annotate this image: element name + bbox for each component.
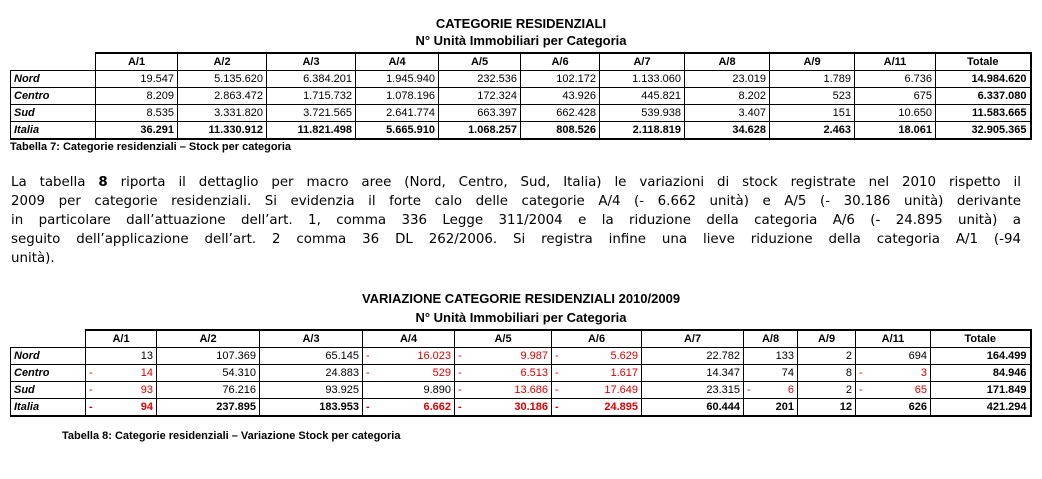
paragraph-text: riporta il dettaglio per macro aree (Nord, Centro, Sud, Italia) le variazioni di stock registrate nel 2010 rispetto il [107, 175, 1021, 190]
table7-column-header: A/9 [770, 53, 855, 71]
cell-content [263, 348, 359, 364]
table7-header-row [11, 53, 1031, 71]
cell-value: 183.953 [319, 401, 359, 413]
table7-cell: 14.984.620 [936, 71, 1031, 88]
table8-title: VARIAZIONE CATEGORIE RESIDENZIALI 2010/2009 [361, 291, 681, 306]
table7-row-label: Centro [11, 88, 96, 105]
table7-caption: Tabella 7: Categorie residenziali – Stock per categoria [10, 141, 292, 153]
table7-column-header: A/1 [96, 53, 178, 71]
cell-content [89, 348, 153, 364]
cell-content [645, 365, 740, 381]
table8-cell-negative [744, 382, 798, 399]
table8-row [11, 382, 1031, 399]
table7-cell: 8.209 [96, 88, 178, 105]
cell-content [801, 348, 852, 364]
table7-cell: 1.715.732 [267, 88, 356, 105]
cell-value: 9.987 [520, 350, 548, 362]
table8-column-header: Totale [931, 330, 1031, 348]
table8-cell [744, 348, 798, 365]
table8-cell [744, 399, 798, 417]
cell-value: 22.782 [706, 350, 740, 362]
cell-value: 93 [140, 384, 153, 396]
cell-value: 237.895 [216, 401, 256, 413]
cell-content [555, 382, 638, 398]
negative-sign: - [458, 401, 462, 413]
table7-cell: 1.945.940 [356, 71, 439, 88]
table7-column-header: A/8 [685, 53, 770, 71]
table8-cell-negative [552, 348, 642, 365]
table8-row [11, 399, 1031, 417]
table8-column-header: A/5 [455, 330, 552, 348]
table7-subtitle: N° Unità Immobiliari per Categoria [415, 33, 627, 48]
table7-cell: 1.078.196 [356, 88, 439, 105]
table7-column-header: A/6 [521, 53, 600, 71]
cell-value: 421.294 [986, 401, 1027, 413]
cell-content [458, 399, 548, 415]
cell-content [263, 382, 359, 398]
cell-content [801, 365, 852, 381]
cell-content [859, 365, 927, 381]
cell-value: 14 [140, 367, 153, 379]
table7-cell: 539.938 [600, 105, 685, 122]
table7-cell: 43.926 [521, 88, 600, 105]
negative-sign: - [89, 384, 93, 396]
table8-cell [642, 382, 744, 399]
cell-value: 76.216 [222, 384, 256, 396]
table8-cell-negative [86, 382, 157, 399]
table7-column-header: A/11 [855, 53, 936, 71]
negative-sign: - [366, 350, 370, 362]
table8-cell-negative [363, 399, 455, 417]
cell-value: 201 [775, 401, 794, 413]
table7-row-label: Italia [11, 122, 96, 140]
negative-sign: - [555, 350, 559, 362]
table8-column-header: A/6 [552, 330, 642, 348]
cell-value: 24.883 [325, 367, 359, 379]
table8-subtitle: N° Unità Immobiliari per Categoria [415, 310, 627, 325]
cell-value: 23.315 [706, 384, 740, 396]
table8-cell [856, 399, 931, 417]
cell-value: 2 [845, 350, 852, 362]
negative-sign: - [859, 367, 863, 379]
table7-row [11, 71, 1031, 88]
table7-cell: 445.821 [600, 88, 685, 105]
table8-cell-negative [455, 348, 552, 365]
cell-content [89, 399, 153, 415]
table8-row [11, 365, 1031, 382]
table7-cell: 19.547 [96, 71, 178, 88]
table7-cell: 11.583.665 [936, 105, 1031, 122]
cell-value: 14.347 [706, 367, 740, 379]
table8-cell [642, 348, 744, 365]
table7-cell: 2.463 [770, 122, 855, 140]
cell-value: 1.617 [610, 367, 638, 379]
table7-cell: 662.428 [521, 105, 600, 122]
table7-cell: 11.821.498 [267, 122, 356, 140]
table7-cell: 3.721.565 [267, 105, 356, 122]
cell-value: 6.513 [520, 367, 548, 379]
table7-title: CATEGORIE RESIDENZIALI [435, 16, 607, 31]
cell-value: 6 [787, 384, 794, 396]
cell-value: 94 [140, 401, 153, 413]
paragraph-line [11, 192, 1021, 211]
cell-value: 13.686 [514, 384, 548, 396]
cell-content [366, 382, 451, 398]
table7-corner-cell [11, 53, 96, 71]
cell-content [366, 399, 451, 415]
negative-sign: - [555, 401, 559, 413]
table8-cell [856, 348, 931, 365]
table8-cell [931, 348, 1031, 365]
table8-cell-negative [552, 382, 642, 399]
table8-column-header: A/7 [642, 330, 744, 348]
table7-cell: 808.526 [521, 122, 600, 140]
table8-cell [260, 399, 363, 417]
table7-cell: 5.135.620 [178, 71, 267, 88]
cell-content [859, 399, 927, 415]
table7-row-label: Sud [11, 105, 96, 122]
cell-value: 65.145 [325, 350, 359, 362]
negative-sign: - [859, 384, 863, 396]
cell-value: 30.186 [514, 401, 548, 413]
cell-content [934, 399, 1027, 415]
table7-cell: 6.736 [855, 71, 936, 88]
table7-column-header: Totale [936, 53, 1031, 71]
cell-value: 24.895 [604, 401, 638, 413]
table7-row [11, 88, 1031, 105]
cell-content [160, 365, 256, 381]
negative-sign: - [89, 367, 93, 379]
negative-sign: - [458, 384, 462, 396]
table7-column-header: A/5 [439, 53, 521, 71]
cell-content [859, 382, 927, 398]
table8-cell-negative [363, 348, 455, 365]
table8-cell [157, 365, 260, 382]
cell-value: 2 [845, 384, 852, 396]
cell-value: 133 [775, 350, 794, 362]
cell-value: 529 [432, 367, 451, 379]
table8-cell-negative [856, 365, 931, 382]
table8-column-header: A/8 [744, 330, 798, 348]
table8-cell [931, 365, 1031, 382]
paragraph-text: La tabella [11, 175, 99, 190]
table7-cell: 11.330.912 [178, 122, 267, 140]
table8-cell [798, 365, 856, 382]
cell-value: 9.890 [423, 384, 451, 396]
cell-value: 164.499 [986, 350, 1027, 362]
cell-content [801, 399, 852, 415]
table7-cell: 1.068.257 [439, 122, 521, 140]
table8-cell [260, 348, 363, 365]
table8-variazione-stock [10, 329, 1032, 417]
table8-row-label: Sud [11, 382, 86, 399]
cell-content [934, 382, 1027, 398]
cell-content [555, 365, 638, 381]
cell-value: 84.946 [992, 367, 1027, 379]
table8-cell [798, 382, 856, 399]
cell-content [555, 399, 638, 415]
paragraph-line [11, 230, 1021, 249]
paragraph-line [11, 249, 1021, 268]
cell-value: 3 [920, 367, 927, 379]
table8-cell [363, 382, 455, 399]
cell-value: 626 [908, 401, 927, 413]
table8-cell [86, 348, 157, 365]
cell-value: 8 [845, 367, 852, 379]
table8-cell [157, 382, 260, 399]
cell-content [645, 348, 740, 364]
table8-cell-negative [455, 382, 552, 399]
table-reference-bold: 8 [98, 175, 108, 190]
paragraph-line [11, 173, 1021, 192]
cell-content [263, 365, 359, 381]
table8-cell-negative [86, 365, 157, 382]
table7-column-header: A/7 [600, 53, 685, 71]
cell-value: 12 [839, 401, 852, 413]
table7-row [11, 122, 1031, 140]
table8-column-header: A/1 [86, 330, 157, 348]
negative-sign: - [458, 350, 462, 362]
cell-value: 17.649 [604, 384, 638, 396]
table8-cell [931, 382, 1031, 399]
table7-cell: 523 [770, 88, 855, 105]
table8-row-label: Nord [11, 348, 86, 365]
negative-sign: - [366, 367, 370, 379]
table8-column-header: A/2 [157, 330, 260, 348]
table8-column-header: A/9 [798, 330, 856, 348]
table8-cell-negative [363, 365, 455, 382]
table7-cell: 675 [855, 88, 936, 105]
table8-cell-negative [552, 399, 642, 417]
negative-sign: - [747, 384, 751, 396]
cell-value: 93.925 [325, 384, 359, 396]
table7-cell: 5.665.910 [356, 122, 439, 140]
cell-content [263, 399, 359, 415]
cell-content [555, 348, 638, 364]
cell-content [747, 382, 794, 398]
cell-value: 13 [140, 350, 153, 362]
table8-cell [744, 365, 798, 382]
table8-cell [260, 365, 363, 382]
table7-cell: 2.118.819 [600, 122, 685, 140]
table8-cell [931, 399, 1031, 417]
table8-corner-cell [11, 330, 86, 348]
cell-content [366, 365, 451, 381]
table7-cell: 2.641.774 [356, 105, 439, 122]
table7-cell: 32.905.365 [936, 122, 1031, 140]
table7-cell: 1.789 [770, 71, 855, 88]
table7-row [11, 105, 1031, 122]
table8-cell [157, 348, 260, 365]
cell-value: 694 [908, 350, 927, 362]
paragraph-line [11, 211, 1021, 230]
table8-cell-negative [455, 365, 552, 382]
table8-cell-negative [86, 399, 157, 417]
cell-value: 171.849 [986, 384, 1027, 396]
cell-content [801, 382, 852, 398]
table7-cell: 36.291 [96, 122, 178, 140]
table8-row-label: Centro [11, 365, 86, 382]
body-paragraph [11, 173, 1021, 268]
table7-cell: 8.202 [685, 88, 770, 105]
table7-cell: 6.337.080 [936, 88, 1031, 105]
table7-row-label: Nord [11, 71, 96, 88]
table8-cell [642, 365, 744, 382]
table8-cell-negative [552, 365, 642, 382]
cell-content [458, 348, 548, 364]
cell-value: 16.023 [417, 350, 451, 362]
cell-value: 107.369 [216, 350, 256, 362]
table7-cell: 3.331.820 [178, 105, 267, 122]
table8-cell-negative [856, 382, 931, 399]
table7-column-header: A/2 [178, 53, 267, 71]
table7-cell: 663.397 [439, 105, 521, 122]
negative-sign: - [458, 367, 462, 379]
table8-column-header: A/3 [260, 330, 363, 348]
cell-value: 60.444 [706, 401, 740, 413]
table7-cell: 2.863.472 [178, 88, 267, 105]
cell-content [160, 348, 256, 364]
cell-content [160, 399, 256, 415]
table8-cell [157, 399, 260, 417]
table7-cell: 18.061 [855, 122, 936, 140]
cell-value: 74 [781, 367, 794, 379]
paragraph-text: unità). [11, 251, 55, 266]
table7-cell: 23.019 [685, 71, 770, 88]
table7-cell: 6.384.201 [267, 71, 356, 88]
negative-sign: - [555, 384, 559, 396]
table8-column-header: A/11 [856, 330, 931, 348]
table8-cell [260, 382, 363, 399]
table7-column-header: A/4 [356, 53, 439, 71]
cell-content [366, 348, 451, 364]
table7-cell: 10.650 [855, 105, 936, 122]
cell-content [747, 399, 794, 415]
cell-value: 6.662 [423, 401, 451, 413]
paragraph-text: seguito dell’applicazione dell’art. 2 comma 36 DL 262/2006. Si registra infine una lieve riduzione della categoria A/1 (-94 [11, 232, 1021, 247]
cell-content [645, 382, 740, 398]
cell-content [89, 365, 153, 381]
table7-stock-per-categoria [10, 52, 1032, 140]
negative-sign: - [366, 401, 370, 413]
table7-cell: 172.324 [439, 88, 521, 105]
cell-content [89, 382, 153, 398]
table7-cell: 151 [770, 105, 855, 122]
table7-cell: 3.407 [685, 105, 770, 122]
cell-content [934, 348, 1027, 364]
cell-content [458, 382, 548, 398]
cell-content [458, 365, 548, 381]
cell-content [859, 348, 927, 364]
table7-cell: 1.133.060 [600, 71, 685, 88]
table8-cell [798, 348, 856, 365]
paragraph-text: in particolare dall’attuazione dell’art. 1, comma 336 Legge 311/2004 e la riduzione della categoria A/6 (- 24.895 unità) a [11, 213, 1021, 228]
table8-row [11, 348, 1031, 365]
cell-value: 5.629 [610, 350, 638, 362]
cell-content [747, 365, 794, 381]
negative-sign: - [555, 367, 559, 379]
table8-header-row [11, 330, 1031, 348]
table8-caption: Tabella 8: Categorie residenziali – Variazione Stock per categoria [62, 430, 401, 442]
table7-cell: 8.535 [96, 105, 178, 122]
cell-content [160, 382, 256, 398]
cell-content [645, 399, 740, 415]
cell-value: 54.310 [222, 367, 256, 379]
cell-value: 65 [914, 384, 927, 396]
table8-cell-negative [455, 399, 552, 417]
negative-sign: - [89, 401, 93, 413]
table8-cell [798, 399, 856, 417]
table8-cell [642, 399, 744, 417]
table8-row-label: Italia [11, 399, 86, 417]
table7-column-header: A/3 [267, 53, 356, 71]
table7-cell: 102.172 [521, 71, 600, 88]
cell-content [934, 365, 1027, 381]
table7-cell: 232.536 [439, 71, 521, 88]
table7-cell: 34.628 [685, 122, 770, 140]
paragraph-text: 2009 per categorie residenziali. Si evidenzia il forte calo delle categorie A/4 (- 6.662 unità) e A/5 (- 30.186 unità) derivante [11, 194, 1021, 209]
cell-content [747, 348, 794, 364]
table8-column-header: A/4 [363, 330, 455, 348]
